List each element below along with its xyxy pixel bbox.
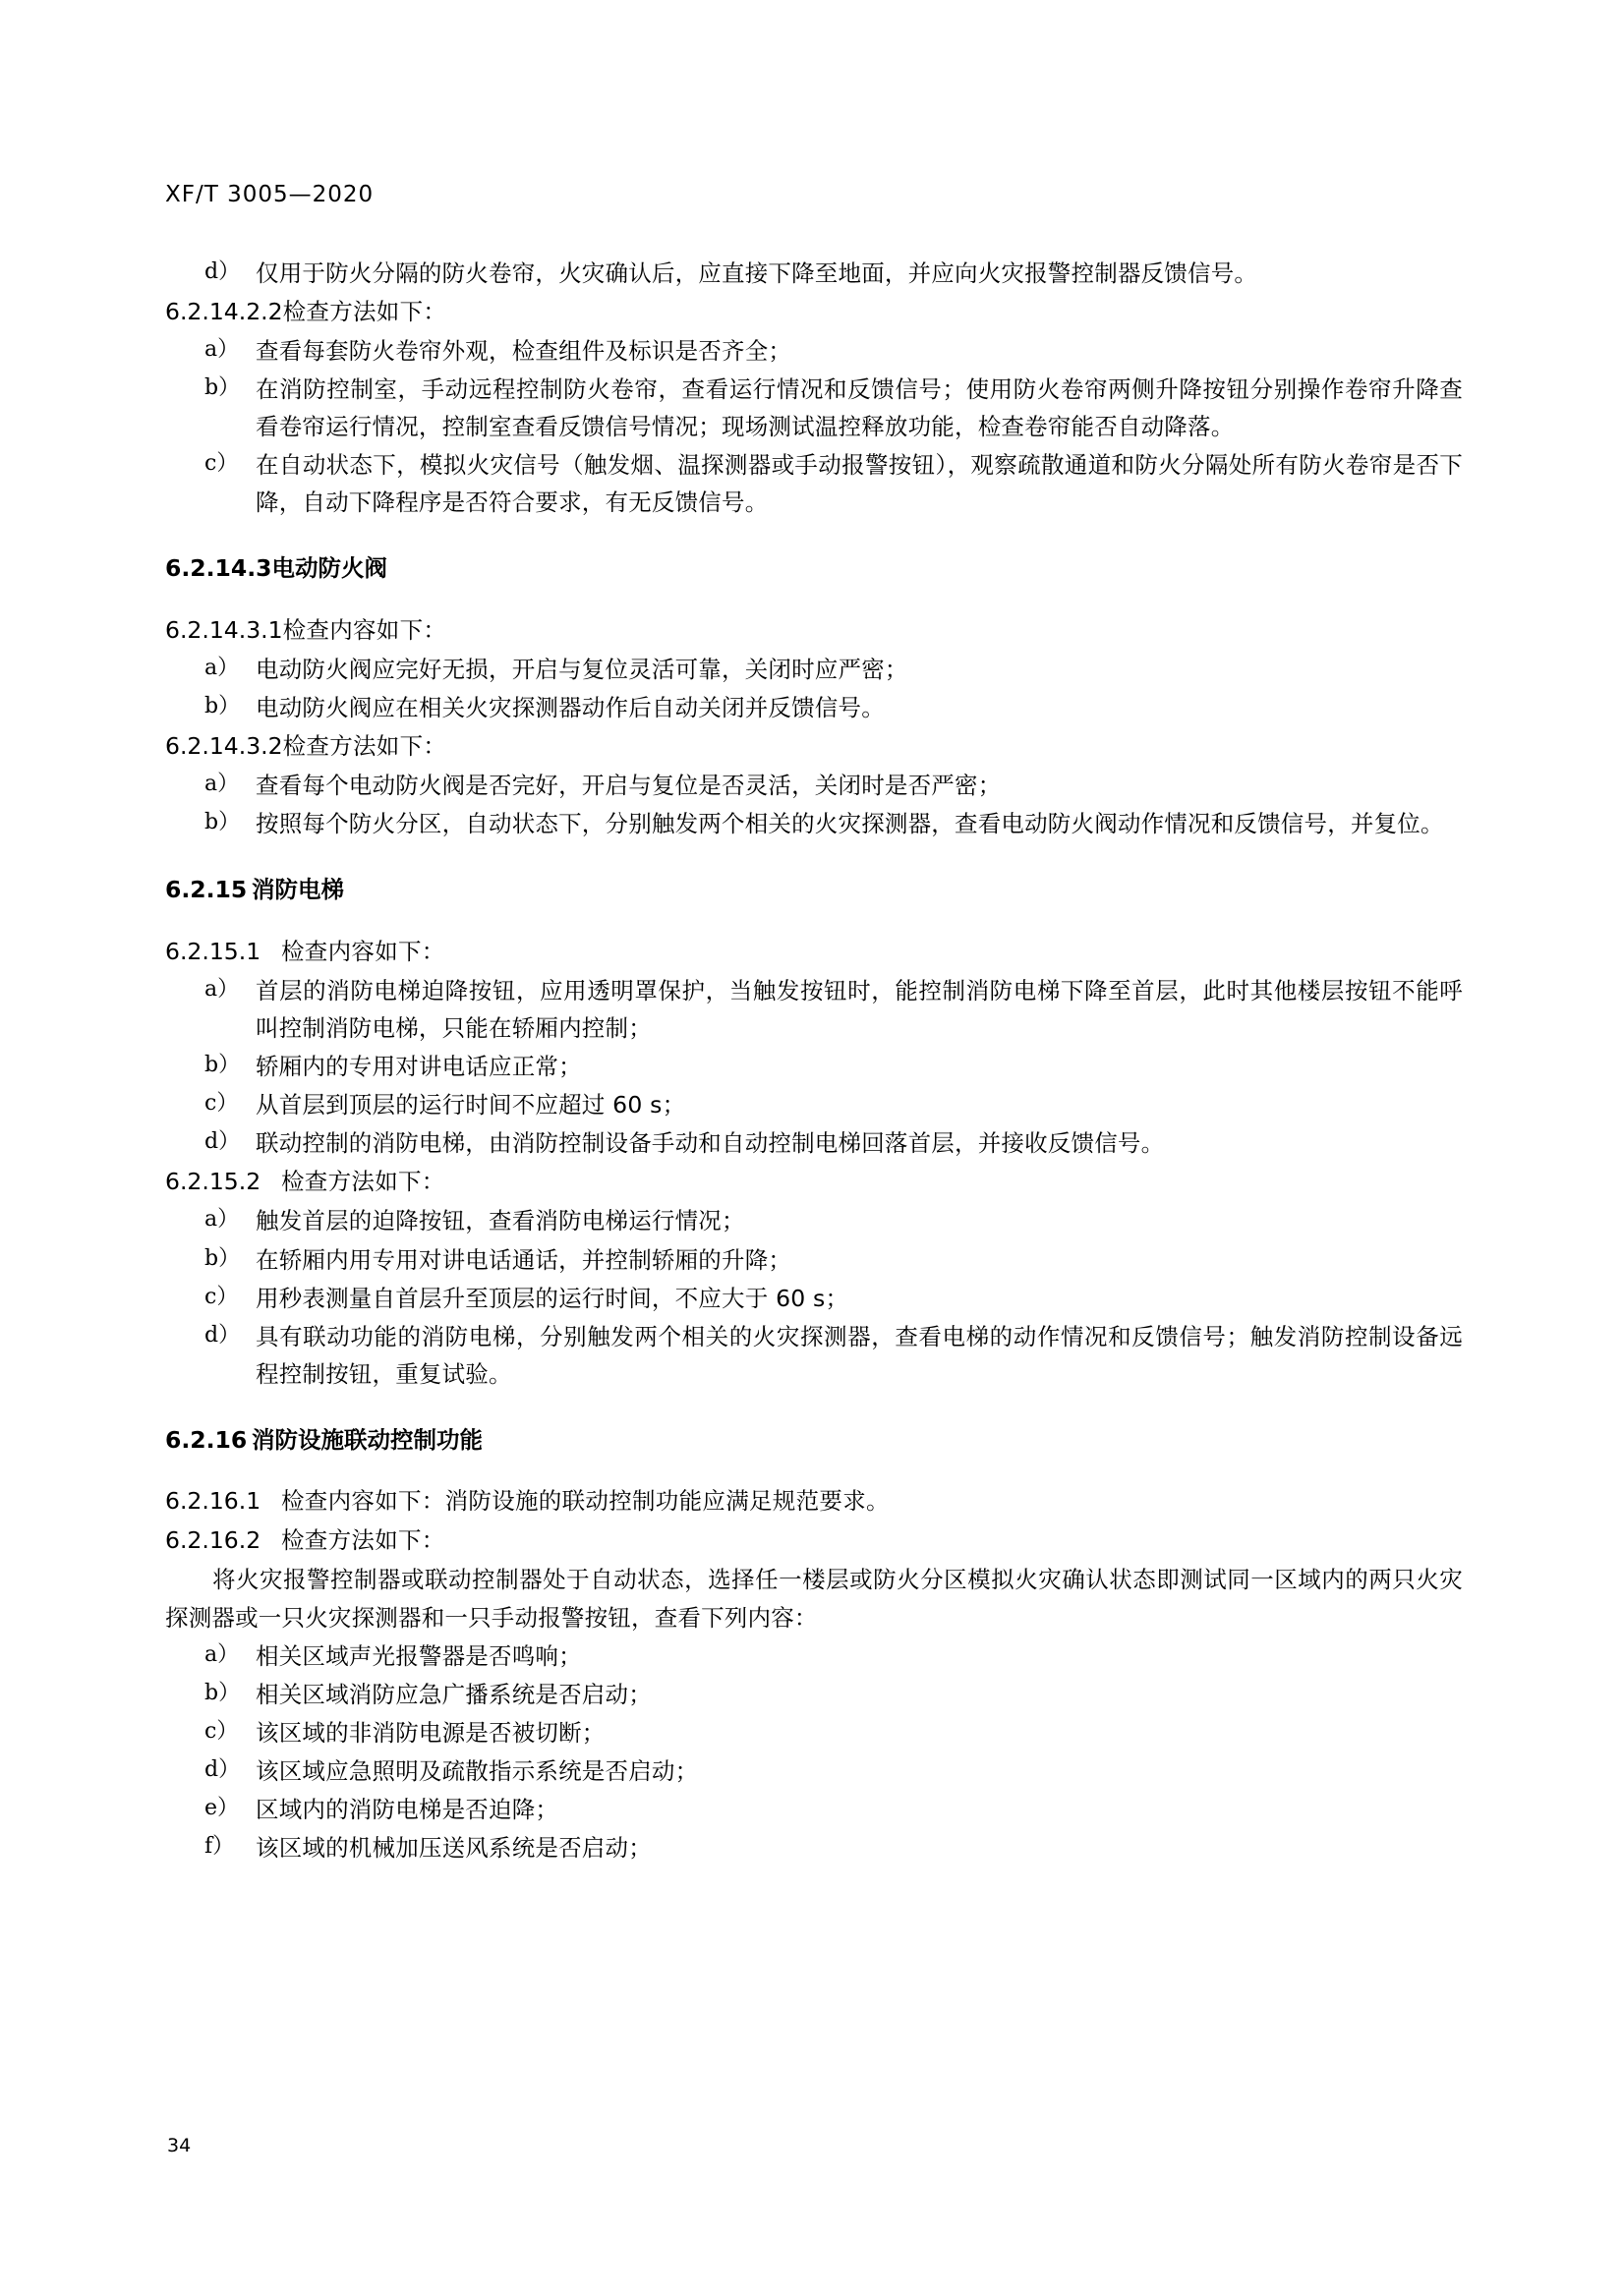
list-item-label: b） <box>204 375 241 401</box>
list-item <box>165 1280 1463 1317</box>
page-number: 34 <box>167 2135 192 2156</box>
list-item-label: f） <box>204 1833 235 1859</box>
list-item-text: 用秒表测量自首层升至顶层的运行时间，不应大于 60 s； <box>256 1284 849 1312</box>
list-item-text: 仅用于防火分隔的防火卷帘，火灾确认后，应直接下降至地面，并应向火灾报警控制器反馈信号。 <box>256 259 1258 287</box>
clause-number: 6.2.14.2.2 <box>165 298 283 326</box>
list-item-text: 从首层到顶层的运行时间不应超过 60 s； <box>256 1091 686 1119</box>
document-body <box>165 255 1463 1866</box>
list-item <box>165 1637 1463 1675</box>
list-item-text: 在轿厢内用专用对讲电话通话，并控制轿厢的升降； <box>256 1245 792 1274</box>
list-item-text: 按照每个防火分区，自动状态下，分别触发两个相关的火灾探测器，查看电动防火阀动作情况和反馈信号，并复位。 <box>256 810 1444 838</box>
list-item <box>165 446 1463 521</box>
list-item <box>165 1829 1463 1866</box>
list-item-label: b） <box>204 694 241 719</box>
list-item-text: 在消防控制室，手动远程控制防火卷帘，查看运行情况和反馈信号；使用防火卷帘两侧升降按钮分别操作卷帘升降查看卷帘运行情况，控制室查看反馈信号情况；现场测试温控释放功能，检查卷帘能否自动降落。 <box>256 375 1463 441</box>
section-heading <box>165 550 1463 588</box>
list-item-label: b） <box>204 1053 241 1078</box>
clause-number: 6.2.16.2 <box>165 1526 261 1555</box>
section-heading <box>165 872 1463 909</box>
clause-paragraph <box>165 1482 1463 1520</box>
list-item-text: 电动防火阀应完好无损，开启与复位灵活可靠，关闭时应严密； <box>256 656 908 684</box>
list-item <box>165 767 1463 804</box>
list-item <box>165 1752 1463 1790</box>
list-item <box>165 651 1463 688</box>
list-item-text: 触发首层的迫降按钮，查看消防电梯运行情况； <box>256 1207 745 1235</box>
list-item-text: 相关区域声光报警器是否鸣响； <box>256 1641 582 1670</box>
clause-text: 检查方法如下： <box>281 1526 445 1555</box>
list-item <box>165 1048 1463 1085</box>
clause-number: 6.2.14.3.1 <box>165 616 283 645</box>
list-item-label: d） <box>204 259 241 284</box>
list-item <box>165 1086 1463 1123</box>
page-content <box>165 182 1463 1867</box>
section-number: 6.2.14.3 <box>165 554 272 583</box>
list-item-label: d） <box>204 1129 241 1155</box>
clause-number: 6.2.15.2 <box>165 1168 261 1196</box>
page-header: XF/T 3005—2020 <box>165 182 375 207</box>
list-item-label: a） <box>204 656 240 681</box>
clause-paragraph <box>165 1521 1463 1559</box>
section-title: 消防电梯 <box>252 876 344 904</box>
list-item-label: c） <box>204 1718 239 1744</box>
clause-text: 检查方法如下： <box>282 298 447 326</box>
clause-text: 检查方法如下： <box>281 1168 445 1196</box>
list-item-text: 查看每个电动防火阀是否完好，开启与复位是否灵活，关闭时是否严密； <box>256 772 1002 800</box>
list-item-text: 该区域应急照明及疏散指示系统是否启动； <box>256 1756 699 1785</box>
list-item-text: 该区域的机械加压送风系统是否启动； <box>256 1833 652 1862</box>
section-number: 6.2.16 <box>165 1425 248 1454</box>
list-item-text: 轿厢内的专用对讲电话应正常； <box>256 1053 582 1081</box>
list-item-label: a） <box>204 772 240 797</box>
list-item-text: 区域内的消防电梯是否迫降； <box>256 1795 559 1823</box>
section-number: 6.2.15 <box>165 876 248 904</box>
list-item-label: a） <box>204 1207 240 1233</box>
list-item-label: b） <box>204 810 241 835</box>
list-item-label: b） <box>204 1680 241 1705</box>
clause-number: 6.2.14.3.2 <box>165 732 283 761</box>
list-item-label: d） <box>204 1322 241 1348</box>
list-item <box>165 332 1463 370</box>
list-item-label: c） <box>204 1284 239 1309</box>
list-item-text: 首层的消防电梯迫降按钮，应用透明罩保护，当触发按钮时，能控制消防电梯下降至首层，此时其他楼层按钮不能呼叫控制消防电梯，只能在轿厢内控制； <box>256 977 1463 1043</box>
list-item <box>165 1791 1463 1828</box>
list-item <box>165 1202 1463 1239</box>
list-item-text: 相关区域消防应急广播系统是否启动； <box>256 1680 652 1708</box>
clause-paragraph <box>165 611 1463 649</box>
list-item-text: 联动控制的消防电梯，由消防控制设备手动和自动控制电梯回落首层，并接收反馈信号。 <box>256 1129 1165 1158</box>
body-paragraph: 将火灾报警控制器或联动控制器处于自动状态，选择任一楼层或防火分区模拟火灾确认状态即测试同一区域内的两只火灾探测器或一只火灾探测器和一只手动报警按钮，查看下列内容： <box>165 1566 1463 1632</box>
list-item <box>165 805 1463 842</box>
list-item-label: c） <box>204 451 239 477</box>
list-item <box>165 1124 1463 1162</box>
clause-text: 检查方法如下： <box>282 732 447 761</box>
list-item <box>165 255 1463 292</box>
list-item <box>165 972 1463 1047</box>
list-item-label: a） <box>204 977 240 1003</box>
list-item <box>165 1676 1463 1713</box>
clause-text: 检查内容如下： <box>281 938 445 965</box>
section-heading <box>165 1422 1463 1460</box>
list-item <box>165 1241 1463 1279</box>
list-item-text: 该区域的非消防电源是否被切断； <box>256 1718 606 1747</box>
list-item-text: 电动防火阀应在相关火灾探测器动作后自动关闭并反馈信号。 <box>256 694 885 722</box>
clause-paragraph <box>165 293 1463 330</box>
clause-paragraph <box>165 727 1463 765</box>
list-item-label: c） <box>204 1091 239 1117</box>
list-item-text: 查看每套防火卷帘外观，检查组件及标识是否齐全； <box>256 337 792 366</box>
clause-paragraph <box>165 933 1463 970</box>
list-item <box>165 1318 1463 1393</box>
section-title: 消防设施联动控制功能 <box>252 1425 483 1454</box>
clause-text: 检查内容如下： <box>282 616 447 645</box>
clause-number: 6.2.15.1 <box>165 938 261 965</box>
clause-text: 检查内容如下：消防设施的联动控制功能应满足规范要求。 <box>281 1487 890 1516</box>
list-item-text: 具有联动功能的消防电梯，分别触发两个相关的火灾探测器，查看电梯的动作情况和反馈信号；触发消防控制设备远程控制按钮，重复试验。 <box>256 1322 1463 1388</box>
clause-number: 6.2.16.1 <box>165 1487 261 1516</box>
list-item-text: 在自动状态下，模拟火灾信号（触发烟、温探测器或手动报警按钮），观察疏散通道和防火分隔处所有防火卷帘是否下降，自动下降程序是否符合要求，有无反馈信号。 <box>256 451 1463 517</box>
list-item-label: a） <box>204 337 240 363</box>
list-item-label: a） <box>204 1641 240 1667</box>
list-item <box>165 689 1463 726</box>
clause-paragraph <box>165 1163 1463 1200</box>
list-item <box>165 1714 1463 1751</box>
list-item-label: d） <box>204 1756 241 1782</box>
list-item <box>165 371 1463 445</box>
section-title: 电动防火阀 <box>271 554 388 583</box>
list-item-label: b） <box>204 1245 241 1271</box>
list-item-label: e） <box>204 1795 240 1820</box>
